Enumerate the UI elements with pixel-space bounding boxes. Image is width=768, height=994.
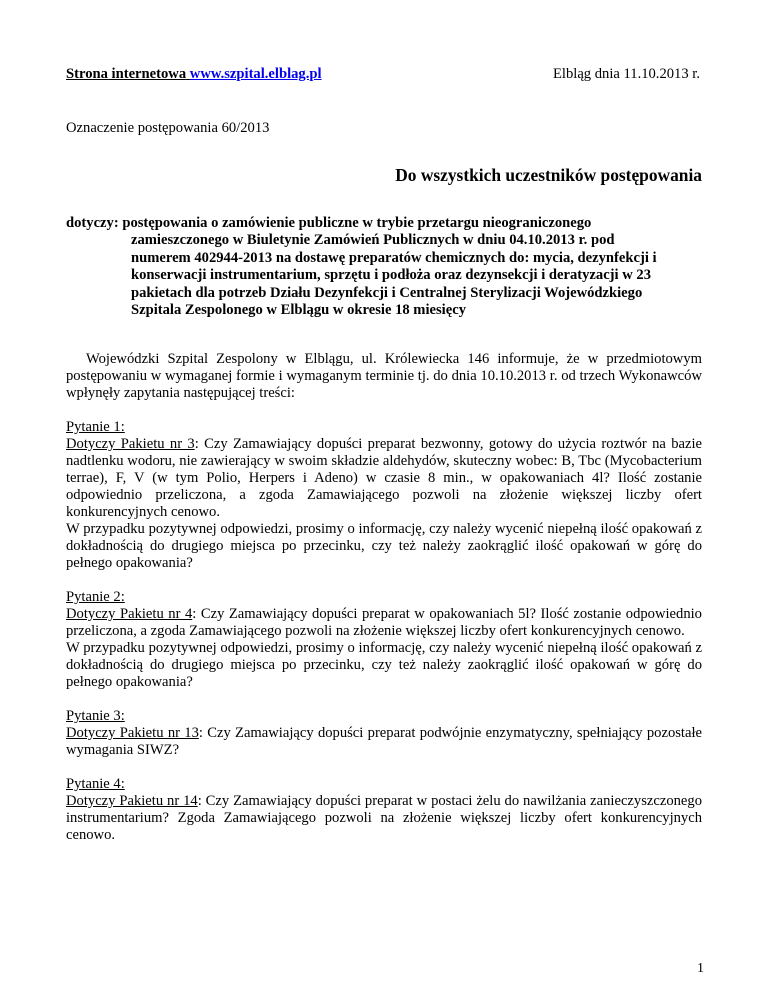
question-extra: W przypadku pozytywnej odpowiedzi, prosimy o informację, czy należy wycenić niepełną ilość opakowań z dokładnością do drugiego miejsca po przecinku, czy też należy zaokrąglić ilość opakowań w górę do pełnego opakowania? [66,640,702,690]
question-1 [66,419,702,572]
question-text: : Czy Zamawiający dopuści preparat w opakowaniach 5l? Ilość zostanie odpowiednio przeliczona, a zgoda Zamawiającego pozwoli na złożenie większej liczby ofert konkurencyjnych cenowo. [66,606,702,639]
question-text: : Czy Zamawiający dopuści preparat w postaci żelu do nawilżania zanieczyszczonego instrumentarium? Zgoda Zamawiającego pozwoli na złożenie większej liczby ofert konkurencyjnych cenowo. [66,793,702,843]
question-text: : Czy Zamawiający dopuści preparat podwójnie enzymatyczny, spełniający pozostałe wymagania SIWZ? [66,725,702,758]
intro-paragraph: Wojewódzki Szpital Zespolony w Elblągu, ul. Królewiecka 146 informuje, że w przedmiotowym postępowaniu w wymaganej formie i wymaganym terminie tj. do dnia 10.10.2013 r. od trzech Wykonawców wpłynęły zapytania następującej treści: [66,351,702,401]
question-text: : Czy Zamawiający dopuści preparat bezwonny, gotowy do użycia roztwór na bazie nadtlenku wodoru, nie zawierający w swoim składzie aldehydów, skuteczny wobec: B, Tbc (Mycobacterium terrae), F, V (w tym Polio, Herpers i Adeno) w czasie 8 min., w opakowaniach 4l? Ilość zostanie odpowiednio przeliczona, a zgoda Zamawiającego pozwoli na złożenie większej liczby ofert konkurencyjnych cenowo. [66,436,702,520]
question-ref: Dotyczy Pakietu nr 14 [66,793,198,809]
website-link[interactable]: www.szpital.elblag.pl [189,66,322,82]
question-label: Pytanie 1: [66,419,125,435]
question-3 [66,708,702,759]
subject-line: pakietach dla potrzeb Działu Dezynfekcji i Centralnej Sterylizacji Wojewódzkiego [131,284,643,301]
website-label: Strona internetowa [66,66,187,82]
question-2 [66,589,702,691]
question-label: Pytanie 4: [66,776,125,792]
website-header [66,66,322,83]
subject-line: konserwacji instrumentarium, sprzętu i podłoża oraz dezynsekcji i deratyzacji w 23 [131,267,652,284]
case-number: Oznaczenie postępowania 60/2013 [66,120,270,136]
document-body [66,351,702,861]
subject-line: zamieszczonego w Biuletynie Zamówień Publicznych w dniu 04.10.2013 r. pod [131,232,615,249]
subject-first-line: dotyczy: postępowania o zamówienie publiczne w trybie przetargu nieograniczonego [66,215,592,231]
subject-line: numerem 402944-2013 na dostawę preparatów chemicznych do: mycia, dezynfekcji i [131,249,657,266]
place-date: Elbląg dnia 11.10.2013 r. [553,66,700,82]
page-number: 1 [697,961,704,976]
question-label: Pytanie 3: [66,708,125,724]
question-ref: Dotyczy Pakietu nr 3 [66,436,195,452]
subject-block [66,215,706,319]
document-title: Do wszystkich uczestników postępowania [395,165,702,185]
question-label: Pytanie 2: [66,589,125,605]
question-extra: W przypadku pozytywnej odpowiedzi, prosimy o informację, czy należy wycenić niepełną ilość opakowań z dokładnością do drugiego miejsca po przecinku, czy też należy zaokrąglić ilość opakowań w górę do pełnego opakowania? [66,521,702,571]
question-4 [66,776,702,844]
question-ref: Dotyczy Pakietu nr 4 [66,606,193,622]
question-ref: Dotyczy Pakietu nr 13 [66,725,199,741]
subject-line: Szpitala Zespolonego w Elblągu w okresie 18 miesięcy [131,302,466,319]
